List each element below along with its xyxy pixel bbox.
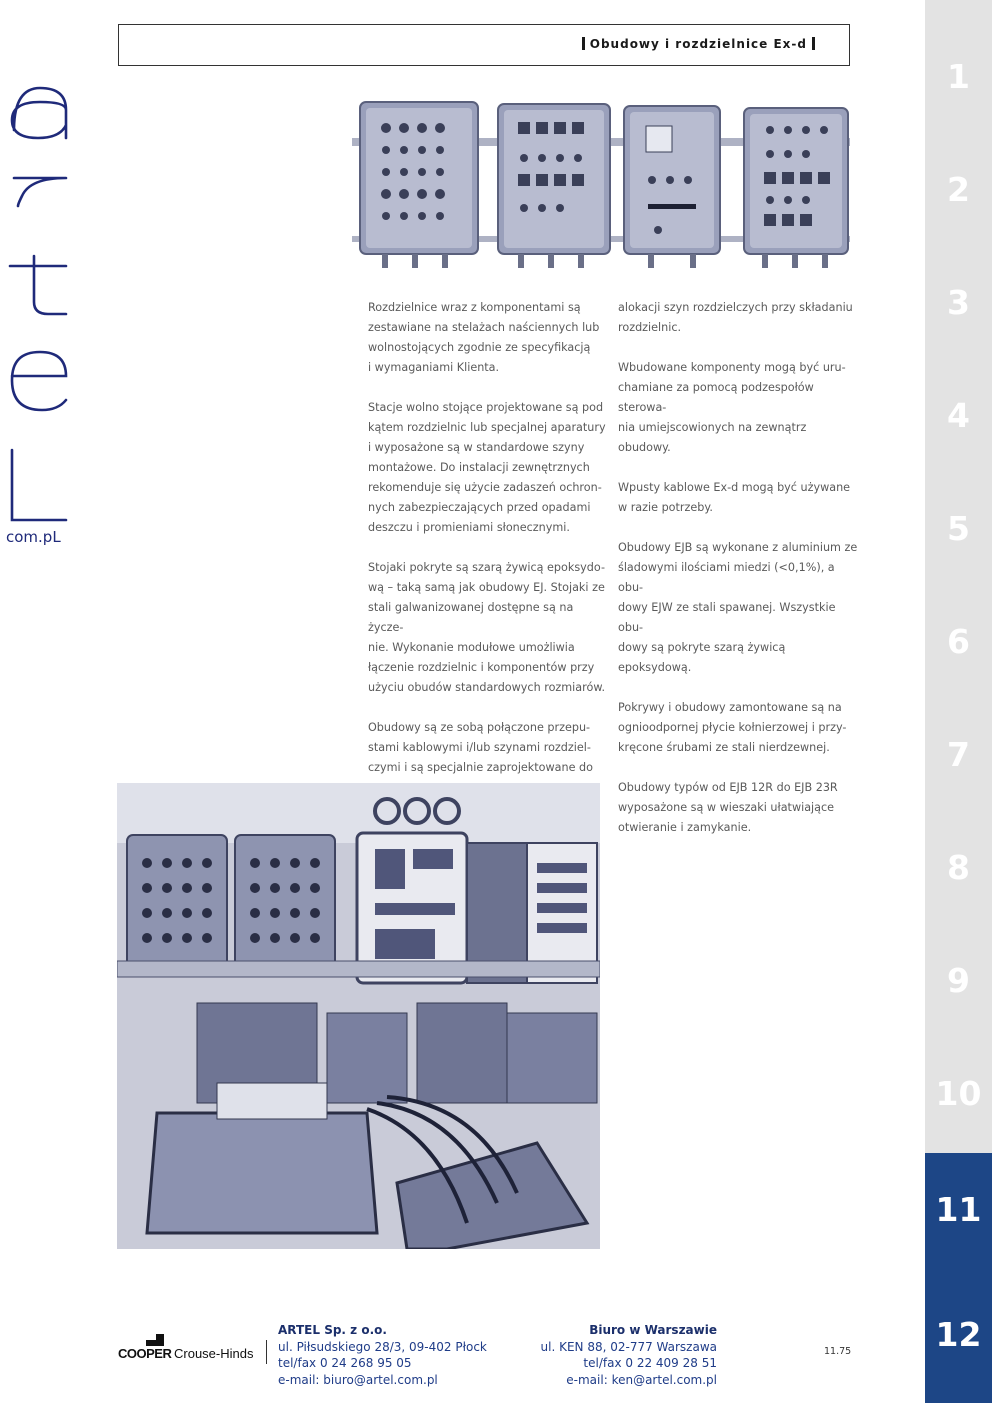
office-email[interactable]: e-mail: biuro@artel.com.pl [278, 1372, 438, 1387]
tab-7[interactable]: 7 [947, 735, 970, 774]
office-address: ul. Piłsudskiego 28/3, 09-402 Płock [278, 1339, 487, 1354]
tab-1[interactable]: 1 [947, 57, 970, 96]
page-title: Obudowy i rozdzielnice Ex-d [582, 37, 815, 51]
text-column-2 [618, 298, 858, 858]
chapter-sidebar [925, 0, 992, 1403]
paragraph: Wbudowane komponenty mogą być uru- chamiane za pomocą podzespołów sterowa- nia umiejscowionych na zewnątrz obudowy. [618, 361, 846, 454]
paragraph: Obudowy są ze sobą połączone przepu- stami kablowymi i/lub szynami rozdziel- czymi i są specjalnie zaprojektowane do [368, 721, 593, 774]
paragraph: Wpusty kablowe Ex-d mogą być używane w razie potrzeby. [618, 481, 851, 514]
office-phone: tel/fax 0 24 268 95 05 [278, 1356, 412, 1370]
enclosures-photo [352, 96, 850, 288]
paragraph: alokacji szyn rozdzielczych przy składaniu rozdzielnic. [618, 301, 853, 334]
tab-10[interactable]: 10 [935, 1074, 982, 1113]
footer-divider [266, 1340, 267, 1364]
office-warszawa [541, 1322, 717, 1388]
logo-domain: com.pL [6, 528, 61, 546]
paragraph: Obudowy EJB są wykonane z aluminium ze śladowymi ilościami miedzi (<0,1%), a obu- dowy EJW ze stali spawanej. Wszystkie obu- dowy są pokryte szarą żywicą epoksydową. [618, 541, 858, 674]
paragraph: Stacje wolno stojące projektowane są pod kątem rozdzielnic lub specjalnej aparatury i wyposażone są w standardowe szyny montażowe. Do instalacji zewnętrznych rekomenduje się użycie zadaszeń ochron- nych zabezpieczających przed opadami deszczu i promieniami słonecznymi. [368, 401, 606, 534]
paragraph: Pokrywy i obudowy zamontowane są na ognioodpornej płycie kołnierzowej i przy- kręcone śrubami ze stali nierdzewnej. [618, 701, 847, 754]
assembly-photo [117, 783, 600, 1249]
brand-cooper: COOPER [118, 1346, 172, 1361]
page-number: 11.75 [824, 1346, 852, 1357]
office-title: Biuro w Warszawie [589, 1323, 717, 1337]
cooper-crouse-hinds-logo [118, 1334, 258, 1364]
paragraph: Obudowy typów od EJB 12R do EJB 23R wyposażone są w wieszaki ułatwiające otwieranie i zamykanie. [618, 781, 838, 834]
tab-8[interactable]: 8 [947, 848, 970, 887]
tab-6[interactable]: 6 [947, 622, 970, 661]
office-title: ARTEL Sp. z o.o. [278, 1323, 387, 1337]
office-phone: tel/fax 0 22 409 28 51 [583, 1356, 717, 1370]
header-box [118, 24, 850, 66]
cooper-mark-icon [146, 1334, 164, 1346]
text-column-1 [368, 298, 608, 798]
tab-11[interactable]: 11 [925, 1153, 992, 1266]
brand-crouse-hinds: Crouse-Hinds [174, 1346, 254, 1361]
tab-5[interactable]: 5 [947, 509, 970, 548]
office-plock [278, 1322, 487, 1388]
artel-wordmark-graphic [0, 70, 90, 560]
tab-4[interactable]: 4 [947, 396, 970, 435]
tab-12[interactable]: 12 [925, 1266, 992, 1403]
paragraph: Rozdzielnice wraz z komponentami są zestawiane na stelażach naściennych lub wolnostojących zgodnie ze specyfikacją i wymaganiami Klienta. [368, 301, 600, 374]
tab-2[interactable]: 2 [947, 170, 970, 209]
artel-logo [0, 70, 90, 560]
tab-9[interactable]: 9 [947, 961, 970, 1000]
tab-3[interactable]: 3 [947, 283, 970, 322]
paragraph: Stojaki pokryte są szarą żywicą epoksydo- wą – taką samą jak obudowy EJ. Stojaki ze stali galwanizowanej dostępne są na życze- nie. Wykonanie modułowe umożliwia łączenie rozdzielnic i komponentów przy użyciu obudów standardowych rozmiarów. [368, 561, 606, 694]
office-email[interactable]: e-mail: ken@artel.com.pl [566, 1372, 717, 1387]
office-address: ul. KEN 88, 02-777 Warszawa [540, 1339, 717, 1354]
